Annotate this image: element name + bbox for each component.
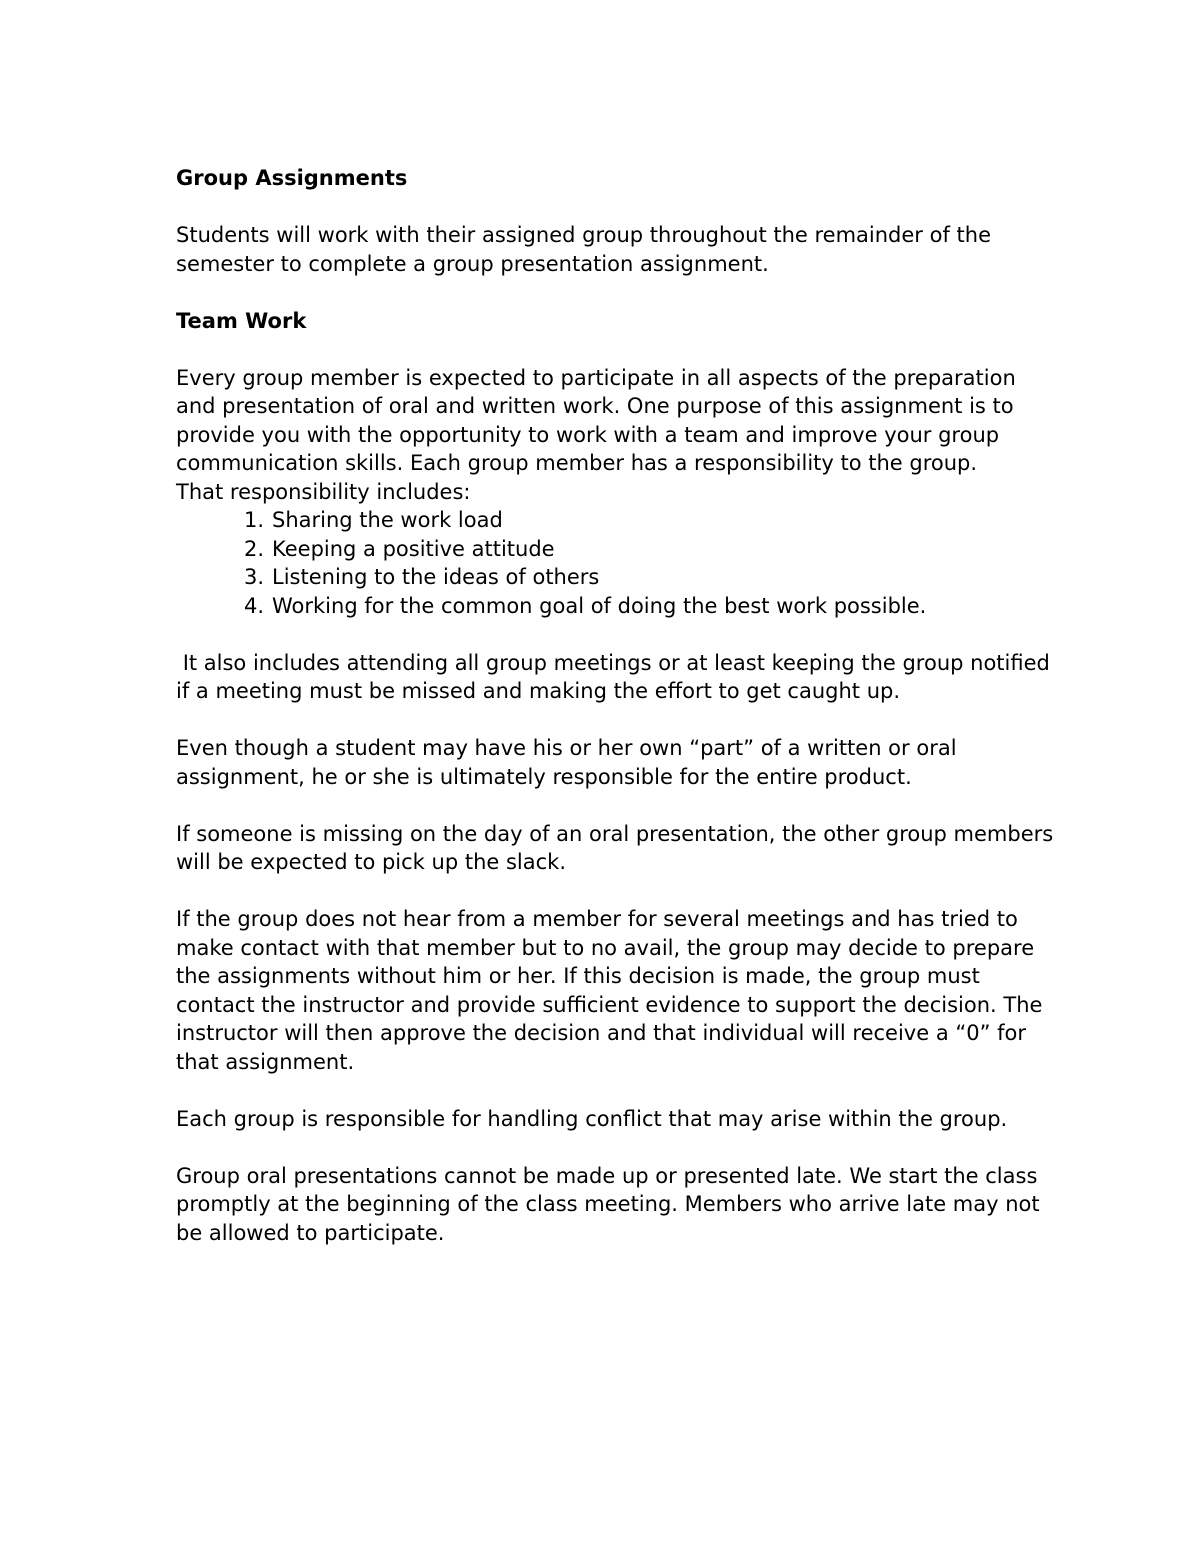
- list-item-text: Listening to the ideas of others: [272, 565, 600, 589]
- list-number: 3.: [244, 565, 265, 589]
- list-item: [176, 506, 1056, 535]
- contact-paragraph: If the group does not hear from a member for several meetings and has tried to make contact with that member but to no avail, the group may decide to prepare the assignments without him or her. If this decision is made, the group must contact the instructor and provide sufficient evidence to support the decision. The instructor will then approve the decision and that individual will receive a “0” for that assignment.: [176, 907, 1043, 1074]
- meetings-paragraph: It also includes attending all group meetings or at least keeping the group notified if a meeting must be missed and making the effort to get caught up.: [176, 650, 1057, 703]
- intro-paragraph: Students will work with their assigned group throughout the remainder of the semester to complete a group presentation assignment.: [176, 223, 992, 276]
- responsibility-lead: That responsibility includes:: [176, 479, 471, 504]
- list-number: 2.: [244, 536, 265, 561]
- heading-team-work: Team Work: [176, 308, 307, 333]
- part-paragraph: Even though a student may have his or her own “part” of a written or oral assignment, he or she is ultimately responsible for the entire product.: [176, 736, 957, 789]
- heading-group-assignments: Group Assignments: [176, 166, 408, 190]
- list-number: 4.: [244, 593, 265, 618]
- document-page: [176, 164, 1056, 1276]
- missing-paragraph: If someone is missing on the day of an oral presentation, the other group members will be expected to pick up the slack.: [176, 821, 1054, 874]
- list-number: 1.: [244, 508, 265, 532]
- list-item: [176, 592, 1056, 621]
- responsibility-list: [176, 506, 1056, 620]
- late-paragraph: Group oral presentations cannot be made up or presented late. We start the class promptly at the beginning of the class meeting. Members who arrive late may not be allowed to participate.: [176, 1163, 1040, 1245]
- list-item-text: Working for the common goal of doing the best work possible.: [272, 593, 927, 618]
- list-item: [176, 563, 1056, 592]
- list-item-text: Keeping a positive attitude: [272, 536, 555, 561]
- list-item-text: Sharing the work load: [272, 508, 503, 532]
- list-item: [176, 535, 1056, 564]
- teamwork-paragraph: Every group member is expected to participate in all aspects of the preparation and presentation of oral and written work. One purpose of this assignment is to provide you with the opportunity to work with a team and improve your group communication skills. Each group member has a responsibility to the group.: [176, 365, 1016, 475]
- conflict-paragraph: Each group is responsible for handling conflict that may arise within the group.: [176, 1106, 1008, 1131]
